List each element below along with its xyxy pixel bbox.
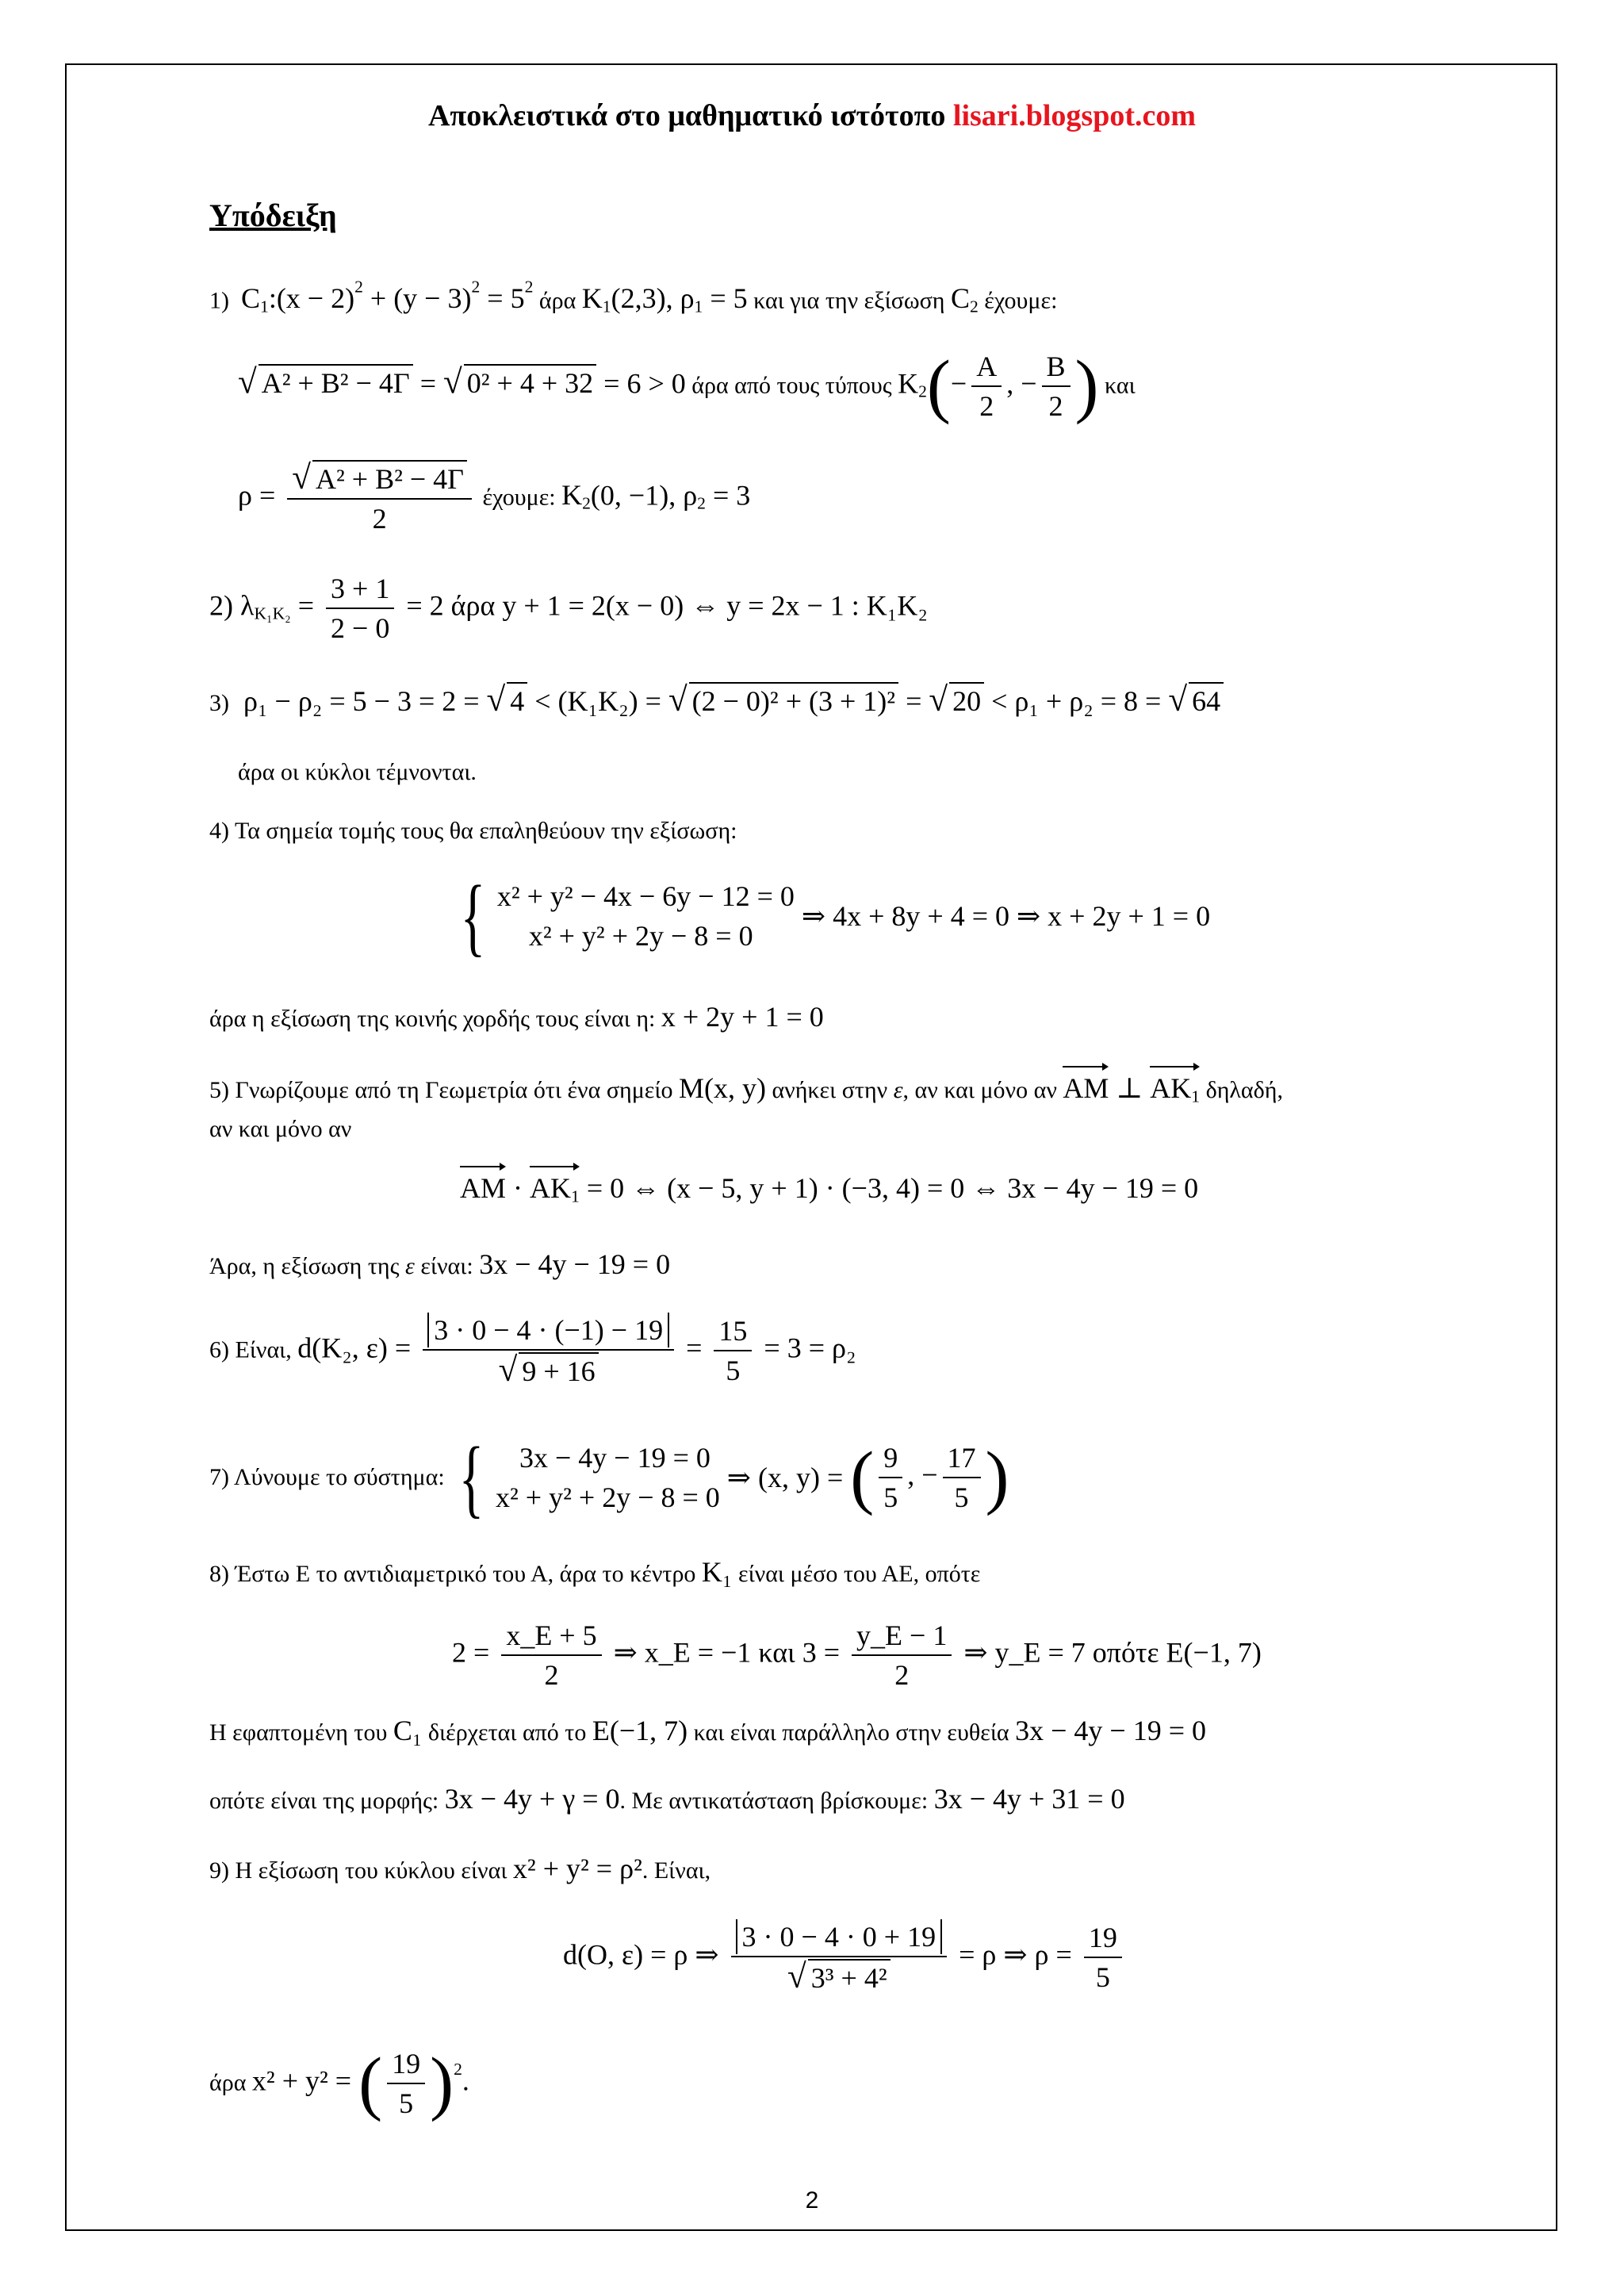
step-5-line-2: αν και μόνο αν [209, 1116, 352, 1142]
step-1-line-1: 1) $C_1:(x - 2)^2 + (y - 3)^2 = 5^2$ άρα $K_1(2,3)$, $\rho_1 = 5$ και για την εξίσωση $C_2$ έχουμε: [209, 278, 1058, 316]
step-4-system: { x² + y² − 4x − 6y − 12 = 0 x² + y² + 2y − 8 = 0 ⇒ 4x + 8y + 4 = 0 ⇒ x + 2y + 1 = 0 [460, 868, 1211, 964]
step-2: 2) $\lambda_{K_1K_2}$ = $\frac{3 + 1}{2 - 0}$ = 2 άρα y + 1 = 2(x − 0) ⇔ y = 2x − 1 : K₁K₂ [209, 573, 928, 644]
step-8-line-3: οπότε είναι της μορφής: 3x − 4y + γ = 0. Με αντικατάσταση βρίσκουμε: 3x − 4y + 31 = 0 [209, 1783, 1125, 1815]
step-4-conclusion: άρα η εξίσωση της κοινής χορδής τους είναι η: x + 2y + 1 = 0 [209, 1001, 824, 1033]
step-5-conclusion: Άρα, η εξίσωση της ε είναι: 3x − 4y − 19 = 0 [209, 1248, 671, 1280]
step-7: 7) Λύνουμε το σύστημα: { 3x − 4y − 19 = 0 x² + y² + 2y − 8 = 0 ⇒ (x, y) = ( $\frac{9}{5}$ , − $\frac{17}{5}$ ) [209, 1429, 1009, 1526]
step-3: 3) ρ₁ − ρ₂ = 5 − 3 = 2 = √ 4 < (K₁K₂) = √ (2 − 0)² + (3 + 1)² = √ 20 < ρ₁ + ρ₂ = 8 = √ 64 [209, 682, 1224, 719]
step-5-line-1: 5) Γνωρίζουμε από τη Γεωμετρία ότι ένα σημείο M(x, y) ανήκει στην ε, αν και μόνο αν AM ⊥ $AK_1$ δηλαδή, [209, 1071, 1283, 1114]
step-9-equation: d(O, ε) = ρ ⇒ $\frac{3 \cdot 0 - 4 \cdot 0 + 19}{\text{√ 3³ + 4²}}$ = ρ ⇒ ρ = $\frac{19}{5}$ [563, 1919, 1127, 1995]
step-5-equation: AM · $AK_1 = 0$ ⇔ (x − 5, y + 1) · (−3, 4) = 0 ⇔ 3x − 4y − 19 = 0 [460, 1171, 1198, 1213]
step-8-equation: 2 = $\frac{x\_E + 5}{2}$ ⇒ x_E = −1 και 3 = $\frac{y\_E - 1}{2}$ ⇒ y_E = 7 οπότε E(−1, 7) [452, 1619, 1262, 1691]
step-6: 6) Είναι, d(K₂, ε) = $\frac{3 \cdot 0 - 4 \cdot (-1) - 19}{√ 9 + 16}$ = $\frac{15}{5}$ = 3 = ρ₂ [209, 1314, 856, 1389]
step-1-line-2: √ A² + B² − 4Γ = √ 0² + 4 + 32 = 6 > 0 άρα από τους τύπους $K_2(-$ $\frac{A}{2}$ , − $\frac{B}{2}$ ) και [238, 347, 1136, 425]
page-header [0, 98, 1624, 133]
header-text: Αποκλειστικά στο μαθηματικό ιστότοπο [427, 99, 953, 132]
step-1-line-3: ρ = $\frac{\text{√ A² + B² − 4Γ}}{2}$ έχουμε: $K_2(0$, −1), $\rho_2 = 3$ [238, 459, 751, 535]
step-4-text: 4) Τα σημεία τομής τους θα επαληθεύουν την εξίσωση: [209, 818, 737, 844]
page-number: 2 [805, 2187, 819, 2214]
section-title: Υπόδειξη [209, 197, 337, 233]
step-9-final: άρα x² + y² = ( $\frac{19}{5}$ )$^2$. [209, 2044, 469, 2122]
step-9-line-1: 9) Η εξίσωση του κύκλου είναι x² + y² = ρ². Είναι, [209, 1853, 711, 1884]
step-8-line-1: 8) Έστω Ε το αντιδιαμετρικό του Α, άρα το κέντρο K₁ είναι μέσο του ΑΕ, οπότε [209, 1556, 981, 1588]
header-site-link[interactable]: lisari.blogspot.com [952, 99, 1197, 132]
step-3-conclusion: άρα οι κύκλοι τέμνονται. [238, 759, 477, 785]
step-8-line-2: Η εφαπτομένη του C₁ διέρχεται από το E(−1, 7) και είναι παράλληλο στην ευθεία 3x − 4y − 19 = 0 [209, 1715, 1207, 1746]
